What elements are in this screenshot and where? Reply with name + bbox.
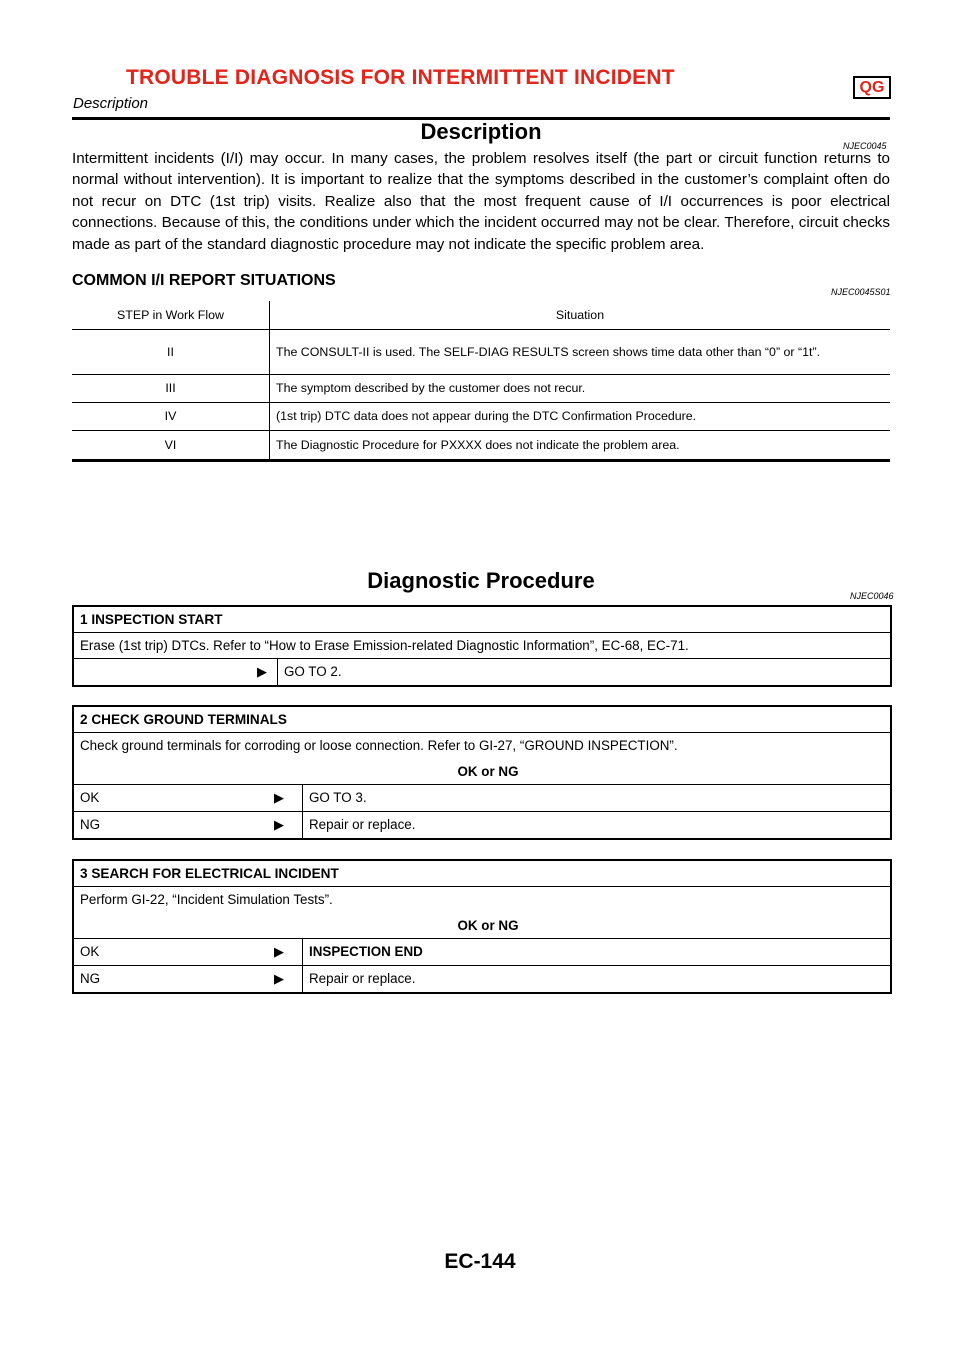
ng-result: Repair or replace.	[309, 817, 416, 832]
ng-row	[74, 811, 890, 838]
ng-result: Repair or replace.	[309, 971, 416, 986]
arrow-right-icon: ▶	[257, 664, 267, 679]
step-text-row	[74, 732, 890, 784]
step-result-row	[74, 658, 890, 685]
table-row	[72, 402, 890, 430]
col-header-situation: Situation	[555, 307, 605, 322]
arrow-right-icon: ▶	[274, 944, 284, 959]
step-title: 1 INSPECTION START	[80, 612, 223, 627]
page-header-title: TROUBLE DIAGNOSIS FOR INTERMITTENT INCIDENT	[126, 66, 675, 89]
procedure-step-2	[72, 705, 892, 840]
step-text-row	[74, 632, 890, 658]
row-step: II	[72, 329, 270, 374]
step-result-arrow	[74, 659, 278, 685]
step-text: Check ground terminals for corroding or loose connection. Refer to GI-27, “GROUND INSPECTION”.	[80, 738, 678, 753]
ok-result: INSPECTION END	[309, 944, 423, 959]
arrow-right-icon: ▶	[274, 971, 284, 986]
step-text-row	[74, 886, 890, 938]
situations-table	[72, 301, 890, 462]
page-header-subtitle: Description	[73, 95, 149, 112]
ok-label: OK	[80, 944, 100, 959]
ng-arrow	[256, 812, 303, 838]
step-title-row	[74, 861, 890, 886]
procedure-ref-code: NJEC0046	[850, 591, 894, 601]
ok-or-ng-label: OK or NG	[457, 918, 519, 933]
procedure-step-1	[72, 605, 892, 687]
row-step: III	[72, 374, 270, 402]
row-situation: The CONSULT-II is used. The SELF-DIAG RESULTS screen shows time data other than “0” or “1t”.	[270, 329, 891, 374]
ok-label: OK	[80, 790, 100, 805]
col-header-step: STEP in Work Flow	[72, 301, 270, 329]
step-title-row	[74, 707, 890, 732]
ok-row	[74, 938, 890, 965]
description-heading: Description	[420, 119, 542, 144]
step-result-text: GO TO 2.	[284, 664, 342, 679]
row-step: IV	[72, 402, 270, 430]
description-body: Intermittent incidents (I/I) may occur. In many cases, the problem resolves itself (the part or circuit function returns to normal without intervention). It is important to realize that the symptoms described in the customer’s complaint often do not recur on DTC (1st trip) visits. Realize also that the most frequent cause of I/I occurrences is poor electrical connections. Because of this, the conditions under which the incident occurred may not be clear. Therefore, circuit checks made as part of the standard diagnostic procedure may not indicate the specific problem area.	[72, 150, 890, 253]
step-title: 2 CHECK GROUND TERMINALS	[80, 712, 287, 727]
arrow-right-icon: ▶	[274, 817, 284, 832]
step-text: Perform GI-22, “Incident Simulation Tests”.	[80, 892, 333, 907]
step-title: 3 SEARCH FOR ELECTRICAL INCIDENT	[80, 866, 339, 881]
description-ref-code: NJEC0045	[843, 141, 887, 151]
arrow-right-icon: ▶	[274, 790, 284, 805]
step-title-row	[74, 607, 890, 632]
procedure-step-3	[72, 859, 892, 994]
page-number: EC-144	[444, 1250, 516, 1273]
row-situation: The Diagnostic Procedure for PXXXX does not indicate the problem area.	[270, 430, 891, 460]
ok-result: GO TO 3.	[309, 790, 367, 805]
table-row	[72, 374, 890, 402]
table-row	[72, 430, 890, 460]
row-step: VI	[72, 430, 270, 460]
row-situation: (1st trip) DTC data does not appear during the DTC Confirmation Procedure.	[270, 402, 891, 430]
ok-row	[74, 784, 890, 811]
ng-row	[74, 965, 890, 992]
situations-ref-code: NJEC0045S01	[831, 287, 891, 297]
table-header-row	[72, 301, 890, 329]
step-text: Erase (1st trip) DTCs. Refer to “How to Erase Emission-related Diagnostic Information”, EC-68, EC-71.	[80, 638, 689, 653]
ok-arrow	[256, 939, 303, 965]
situations-heading: COMMON I/I REPORT SITUATIONS	[72, 272, 336, 289]
ng-label: NG	[80, 817, 101, 832]
ok-arrow	[256, 785, 303, 811]
engine-code-badge: QG	[853, 76, 891, 99]
ng-arrow	[256, 966, 303, 992]
row-situation: The symptom described by the customer does not recur.	[270, 374, 891, 402]
ng-label: NG	[80, 971, 101, 986]
procedure-heading: Diagnostic Procedure	[367, 568, 595, 593]
table-row	[72, 329, 890, 374]
ok-or-ng-label: OK or NG	[457, 764, 519, 779]
